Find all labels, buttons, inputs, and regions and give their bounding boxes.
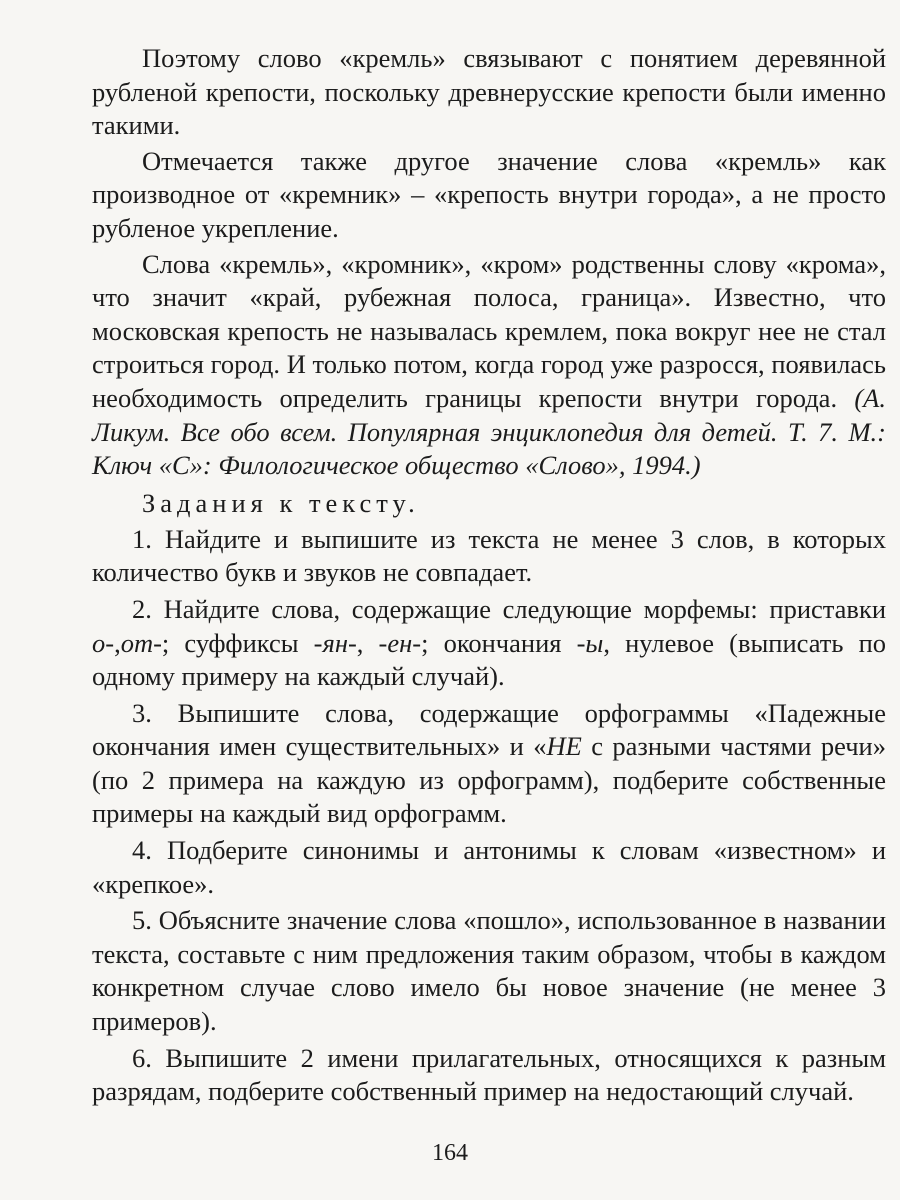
task-text: Выпишите слова, содержащие орфограммы «Падежные окончания имен существительных» и «: [92, 697, 886, 762]
task-text: ; суффиксы: [161, 627, 314, 658]
task-text: Найдите и выпишите из текста не менее 3 слов, в которых количество букв и звуков не совпадает.: [92, 523, 886, 588]
task-text: Выпишите 2 имени прилагательных, относящихся к разным разрядам, подберите собственный пример на недостающий случай.: [92, 1042, 887, 1107]
task-2: [92, 593, 886, 694]
task-text: с разными частями речи» (по 2 примера на каждую из орфограмм), подберите собственные примеры на каждый вид орфограмм.: [92, 731, 886, 829]
ne-particle: НЕ: [546, 731, 582, 762]
page-number: 164: [432, 1140, 468, 1166]
task-number: 2.: [132, 593, 164, 624]
task-text: , нулевое (выписать по одному примеру на каждый случай).: [92, 627, 887, 692]
task-text: ; окончания: [421, 627, 577, 658]
tasks-heading: Задания к тексту.: [142, 487, 420, 518]
task-text: Подберите синонимы и антонимы к словам «известном» и «крепкое».: [92, 835, 887, 899]
task-3: [92, 697, 886, 831]
task-number: 5.: [132, 905, 159, 936]
task-number: 3.: [132, 697, 178, 728]
paragraph-2: Отмечается также другое значение слова «кремль» как производное от «кремник» – «крепость внутри города», а не просто рубленое укрепление.: [92, 145, 886, 243]
task-text: Объясните значение слова «пошло», использованное в названии текста, составьте с ним предложения таким образом, чтобы в каждом конкретном случае слово имело бы новое значение (не менее 3 примеров).: [92, 905, 887, 1037]
paragraph-3: [92, 248, 886, 483]
punct: ,: [356, 627, 379, 658]
paragraph-1: Поэтому слово «кремль» связывают с понятием деревянной рубленой крепости, поскольку древнерусские крепости были именно такими.: [92, 43, 886, 141]
task-5: [92, 904, 886, 1038]
morpheme-prefix: о-: [92, 627, 115, 658]
morpheme-suffix: -ян-: [313, 627, 357, 658]
morpheme-prefix: от-: [120, 627, 162, 658]
task-text: Найдите слова, содержащие следующие морфемы: приставки: [163, 593, 887, 624]
morpheme-ending: -ы: [576, 627, 604, 658]
paragraph-3-text: Слова «кремль», «кромник», «кром» родственны слову «крома», что значит «край, рубежная полоса, граница». Известно, что московская крепость не называлась кремлем, пока вокруг нее не стал строиться город. И только потом, когда город уже разросся, появилась необходимость определить границы крепости внутри города.: [92, 248, 886, 413]
task-number: 1.: [132, 523, 165, 554]
morpheme-suffix: -ен-: [378, 627, 422, 658]
task-1: [92, 523, 886, 590]
task-6: [92, 1042, 886, 1109]
task-4: [92, 834, 886, 901]
punct: ,: [114, 627, 121, 658]
task-number: 4.: [132, 835, 167, 866]
task-number: 6.: [132, 1042, 166, 1073]
source-citation: (А. Ликум. Все обо всем. Популярная энциклопедия для детей. Т. 7. М.: Ключ «С»: Филологическое общество «Слово», 1994.): [92, 382, 886, 481]
